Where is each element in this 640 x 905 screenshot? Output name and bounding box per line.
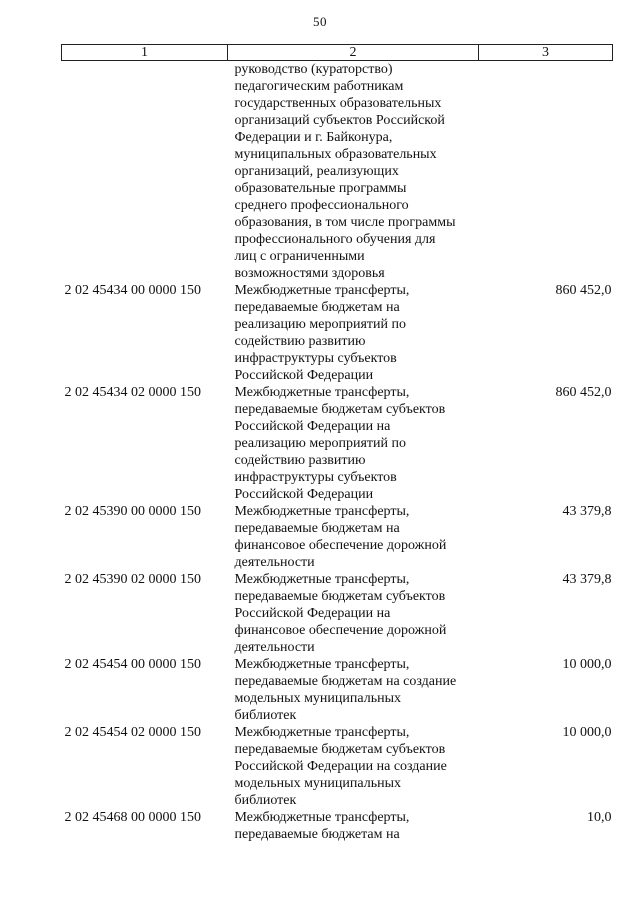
budget-description bbox=[228, 61, 479, 283]
description-line: передаваемые бюджетам субъектов bbox=[234, 402, 446, 417]
description-line: Межбюджетные трансферты, bbox=[234, 385, 410, 400]
table-row bbox=[62, 282, 613, 384]
description-line: Российской Федерации на создание bbox=[234, 759, 447, 774]
description-line: Межбюджетные трансферты, bbox=[234, 504, 410, 519]
table-row bbox=[62, 724, 613, 809]
description-line: деятельности bbox=[234, 640, 315, 655]
description-line: Межбюджетные трансферты, bbox=[234, 572, 410, 587]
description-line: Российской Федерации на bbox=[234, 606, 391, 621]
budget-description bbox=[228, 571, 479, 656]
description-line: Российской Федерации bbox=[234, 368, 374, 383]
description-line: реализацию мероприятий по bbox=[234, 436, 406, 451]
description-line: государственных образовательных bbox=[234, 96, 442, 111]
description-line: библиотек bbox=[234, 708, 297, 723]
description-line: Российской Федерации bbox=[234, 487, 374, 502]
budget-amount: 860 452,0 bbox=[555, 283, 612, 298]
description-line: среднего профессионального bbox=[234, 198, 409, 213]
budget-amount: 10,0 bbox=[587, 810, 612, 825]
description-line: организаций, реализующих bbox=[234, 164, 399, 179]
column-header-description: 2 bbox=[228, 45, 479, 61]
description-line: передаваемые бюджетам на bbox=[234, 300, 400, 315]
table-body bbox=[62, 61, 613, 844]
page-number: 50 bbox=[313, 14, 327, 29]
description-line: инфраструктуры субъектов bbox=[234, 351, 397, 366]
description-line: Межбюджетные трансферты, bbox=[234, 657, 410, 672]
description-line: Межбюджетные трансферты, bbox=[234, 283, 410, 298]
description-line: Российской Федерации на bbox=[234, 419, 391, 434]
budget-code: 2 02 45454 00 0000 150 bbox=[64, 657, 201, 672]
description-line: лиц с ограниченными bbox=[234, 249, 365, 264]
table-row bbox=[62, 503, 613, 571]
budget-description bbox=[228, 724, 479, 809]
description-line: профессионального обучения для bbox=[234, 232, 436, 247]
budget-description bbox=[228, 503, 479, 571]
budget-code: 2 02 45390 02 0000 150 bbox=[64, 572, 201, 587]
description-line: возможностями здоровья bbox=[234, 266, 385, 281]
budget-amount: 10 000,0 bbox=[562, 725, 612, 740]
description-line: финансовое обеспечение дорожной bbox=[234, 623, 447, 638]
description-line: содействию развитию bbox=[234, 334, 366, 349]
description-line: деятельности bbox=[234, 555, 315, 570]
description-line: образования, в том числе программы bbox=[234, 215, 456, 230]
table-header-row bbox=[62, 45, 613, 61]
budget-amount: 43 379,8 bbox=[562, 572, 612, 587]
table-row bbox=[62, 571, 613, 656]
budget-description bbox=[228, 656, 479, 724]
description-line: Межбюджетные трансферты, bbox=[234, 810, 410, 825]
budget-code bbox=[62, 61, 228, 283]
description-line: передаваемые бюджетам субъектов bbox=[234, 742, 446, 757]
description-line: передаваемые бюджетам субъектов bbox=[234, 589, 446, 604]
description-line: Федерации и г. Байконура, bbox=[234, 130, 393, 145]
description-line: передаваемые бюджетам на bbox=[234, 521, 400, 536]
budget-code: 2 02 45390 00 0000 150 bbox=[64, 504, 201, 519]
table-row bbox=[62, 61, 613, 283]
description-line: руководство (кураторство) bbox=[234, 62, 393, 77]
budget-description bbox=[228, 384, 479, 503]
description-line: организаций субъектов Российской bbox=[234, 113, 445, 128]
description-line: содействию развитию bbox=[234, 453, 366, 468]
table-row bbox=[62, 384, 613, 503]
description-line: библиотек bbox=[234, 793, 297, 808]
budget-code: 2 02 45434 00 0000 150 bbox=[64, 283, 201, 298]
budget-table bbox=[61, 44, 613, 843]
column-header-amount: 3 bbox=[479, 45, 613, 61]
description-line: модельных муниципальных bbox=[234, 691, 401, 706]
table-row bbox=[62, 809, 613, 843]
description-line: передаваемые бюджетам на создание bbox=[234, 674, 457, 689]
description-line: модельных муниципальных bbox=[234, 776, 401, 791]
description-line: муниципальных образовательных bbox=[234, 147, 437, 162]
budget-amount: 860 452,0 bbox=[555, 385, 612, 400]
description-line: реализацию мероприятий по bbox=[234, 317, 406, 332]
description-line: педагогическим работникам bbox=[234, 79, 404, 94]
description-line: передаваемые бюджетам на bbox=[234, 827, 400, 842]
budget-description bbox=[228, 809, 479, 843]
budget-amount: 10 000,0 bbox=[562, 657, 612, 672]
description-line: финансовое обеспечение дорожной bbox=[234, 538, 447, 553]
table-row bbox=[62, 656, 613, 724]
budget-amount: 43 379,8 bbox=[562, 504, 612, 519]
description-line: образовательные программы bbox=[234, 181, 407, 196]
budget-code: 2 02 45434 02 0000 150 bbox=[64, 385, 201, 400]
budget-amount bbox=[479, 61, 613, 283]
column-header-code: 1 bbox=[62, 45, 228, 61]
budget-description bbox=[228, 282, 479, 384]
description-line: инфраструктуры субъектов bbox=[234, 470, 397, 485]
description-line: Межбюджетные трансферты, bbox=[234, 725, 410, 740]
budget-code: 2 02 45454 02 0000 150 bbox=[64, 725, 201, 740]
budget-code: 2 02 45468 00 0000 150 bbox=[64, 810, 201, 825]
